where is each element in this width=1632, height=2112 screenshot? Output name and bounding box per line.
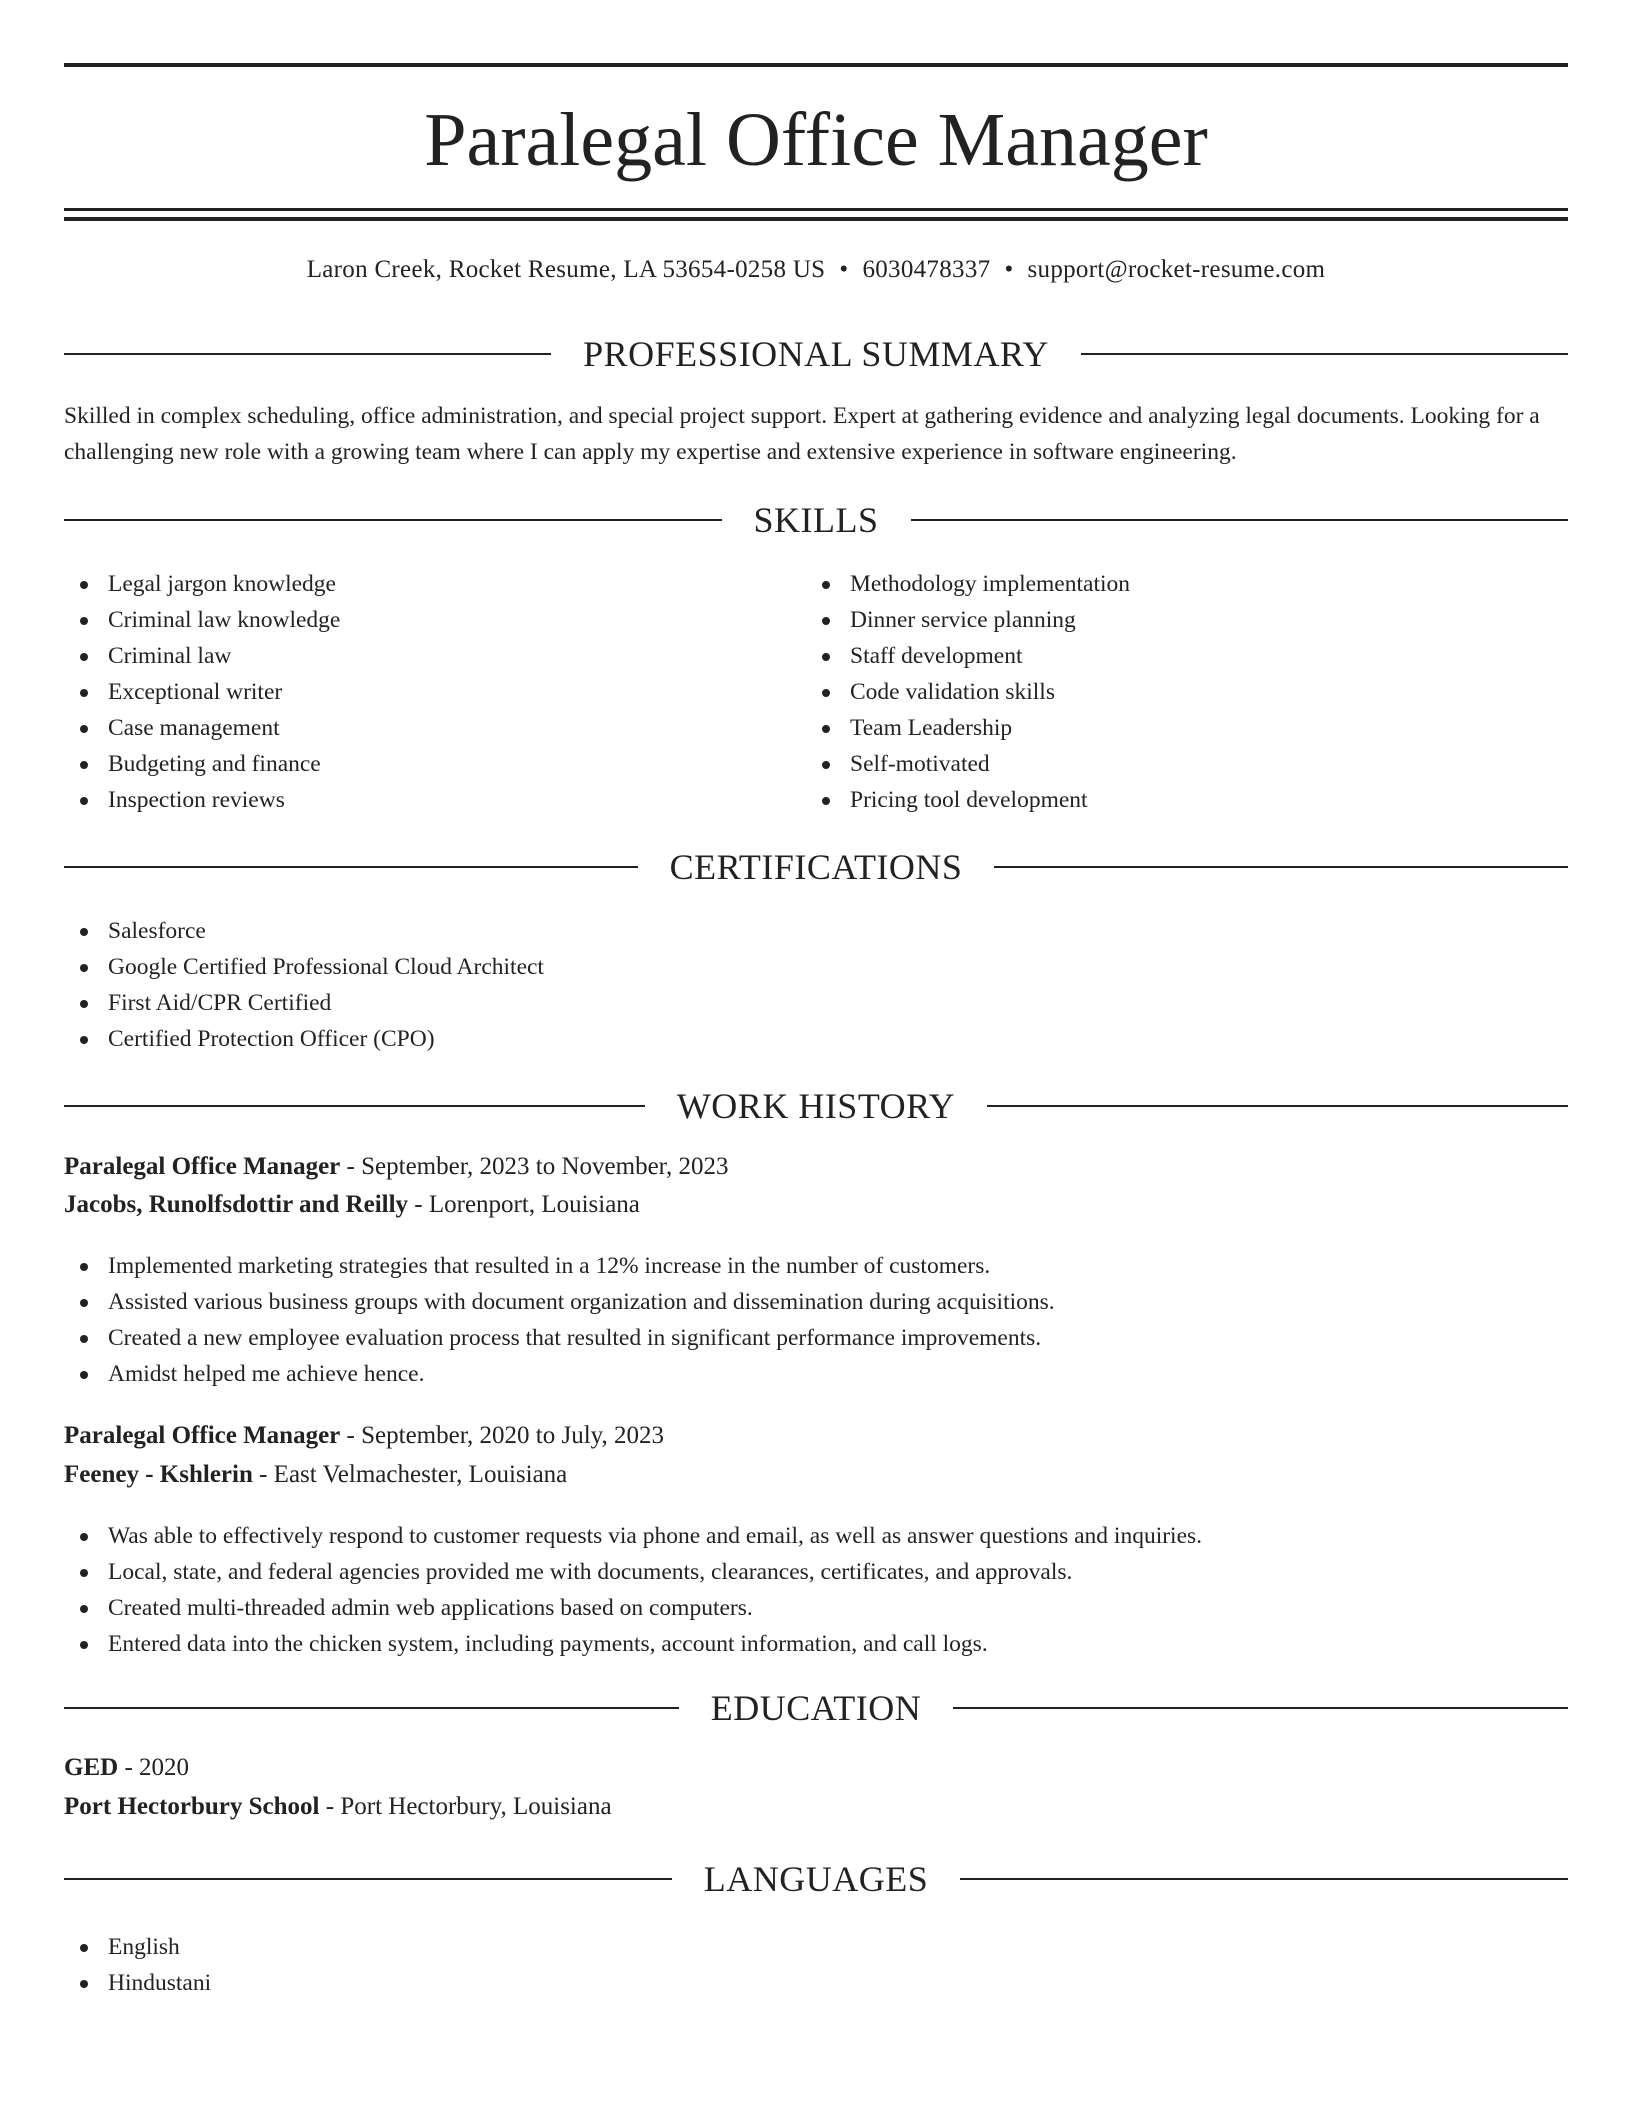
list-item: Budgeting and finance <box>64 746 764 782</box>
contact-separator: • <box>1004 256 1014 283</box>
languages-list <box>64 1929 664 2001</box>
list-item: Code validation skills <box>806 674 1506 710</box>
section-title: EDUCATION <box>710 1688 922 1728</box>
list-item: Implemented marketing strategies that resulted in a 12% increase in the number of customers. <box>64 1248 1464 1284</box>
section-rule <box>1081 353 1568 355</box>
section-rule <box>64 866 638 868</box>
section-header-summary <box>64 332 1568 376</box>
list-item: Created multi-threaded admin web applications based on computers. <box>64 1590 1464 1626</box>
list-item: Certified Protection Officer (CPO) <box>64 1021 1064 1057</box>
list-item: Amidst helped me achieve hence. <box>64 1356 1464 1392</box>
section-header-work-history <box>64 1084 1568 1128</box>
certifications-list <box>64 913 1064 1057</box>
job-dates: - September, 2023 to November, 2023 <box>340 1153 729 1180</box>
section-header-skills <box>64 498 1568 542</box>
section-title: SKILLS <box>753 500 879 540</box>
job-dates: - September, 2020 to July, 2023 <box>340 1422 665 1449</box>
education-location: - Port Hectorbury, Louisiana <box>319 1793 612 1820</box>
list-item: Created a new employee evaluation process that resulted in significant performance improvements. <box>64 1320 1464 1356</box>
education-degree: GED <box>64 1754 119 1781</box>
section-title: PROFESSIONAL SUMMARY <box>583 334 1049 374</box>
job-company: Feeney - Kshlerin <box>64 1461 253 1488</box>
contact-separator: • <box>839 256 849 283</box>
section-title: LANGUAGES <box>703 1859 929 1899</box>
education-school-line <box>64 1788 1568 1826</box>
resume-title: Paralegal Office Manager <box>424 98 1208 182</box>
section-header-education <box>64 1686 1568 1730</box>
list-item: Self-motivated <box>806 746 1506 782</box>
section-rule <box>911 519 1569 521</box>
title-double-rule <box>64 208 1568 221</box>
job-company-line <box>64 1456 1568 1494</box>
list-item: Criminal law <box>64 638 764 674</box>
list-item: Google Certified Professional Cloud Architect <box>64 949 1064 985</box>
contact-email: support@rocket-resume.com <box>1027 256 1326 283</box>
job-role: Paralegal Office Manager <box>64 1422 341 1449</box>
section-rule <box>953 1707 1568 1709</box>
list-item: Dinner service planning <box>806 602 1506 638</box>
job-title-line <box>64 1148 1568 1186</box>
top-rule <box>64 63 1568 67</box>
section-rule <box>64 1707 679 1709</box>
job-company-line <box>64 1186 1568 1224</box>
section-title: WORK HISTORY <box>676 1086 956 1126</box>
section-title: CERTIFICATIONS <box>669 847 963 887</box>
section-rule <box>64 1878 672 1880</box>
job-location: - Lorenport, Louisiana <box>408 1191 640 1218</box>
list-item: First Aid/CPR Certified <box>64 985 1064 1021</box>
job-bullets <box>64 1248 1464 1392</box>
section-rule <box>64 1105 645 1107</box>
skills-list-right <box>806 566 1506 818</box>
list-item: Was able to effectively respond to customer requests via phone and email, as well as answer questions and inquiries. <box>64 1518 1464 1554</box>
section-rule <box>960 1878 1568 1880</box>
list-item: Legal jargon knowledge <box>64 566 764 602</box>
section-rule <box>64 519 722 521</box>
list-item: Inspection reviews <box>64 782 764 818</box>
list-item: Team Leadership <box>806 710 1506 746</box>
job-title-line <box>64 1417 1568 1455</box>
list-item: Assisted various business groups with document organization and dissemination during acquisitions. <box>64 1284 1464 1320</box>
list-item: Case management <box>64 710 764 746</box>
list-item: Pricing tool development <box>806 782 1506 818</box>
section-header-languages <box>64 1857 1568 1901</box>
education-year: - 2020 <box>118 1754 190 1781</box>
section-rule <box>994 866 1568 868</box>
list-item: Staff development <box>806 638 1506 674</box>
list-item: English <box>64 1929 664 1965</box>
section-rule <box>987 1105 1568 1107</box>
section-header-certifications <box>64 845 1568 889</box>
summary-text: Skilled in complex scheduling, office administration, and special project support. Expert at gathering evidence and analyzing legal documents. Looking for a challenging new role with a growing team where I can apply my expertise and extensive experience in software engineering. <box>64 403 1540 465</box>
job-location: - East Velmachester, Louisiana <box>252 1461 568 1488</box>
list-item: Salesforce <box>64 913 1064 949</box>
list-item: Hindustani <box>64 1965 664 2001</box>
job-bullets <box>64 1518 1464 1662</box>
contact-line <box>64 252 1568 288</box>
education-school: Port Hectorbury School <box>64 1793 320 1820</box>
list-item: Exceptional writer <box>64 674 764 710</box>
job-company: Jacobs, Runolfsdottir and Reilly <box>64 1191 409 1218</box>
contact-address: Laron Creek, Rocket Resume, LA 53654-0258 US <box>306 256 826 283</box>
contact-phone: 6030478337 <box>862 256 991 283</box>
job-role: Paralegal Office Manager <box>64 1153 341 1180</box>
list-item: Local, state, and federal agencies provided me with documents, clearances, certificates, and approvals. <box>64 1554 1464 1590</box>
list-item: Criminal law knowledge <box>64 602 764 638</box>
section-rule <box>64 353 551 355</box>
skills-list-left <box>64 566 764 818</box>
education-degree-line <box>64 1749 1568 1787</box>
list-item: Methodology implementation <box>806 566 1506 602</box>
list-item: Entered data into the chicken system, including payments, account information, and call logs. <box>64 1626 1464 1662</box>
